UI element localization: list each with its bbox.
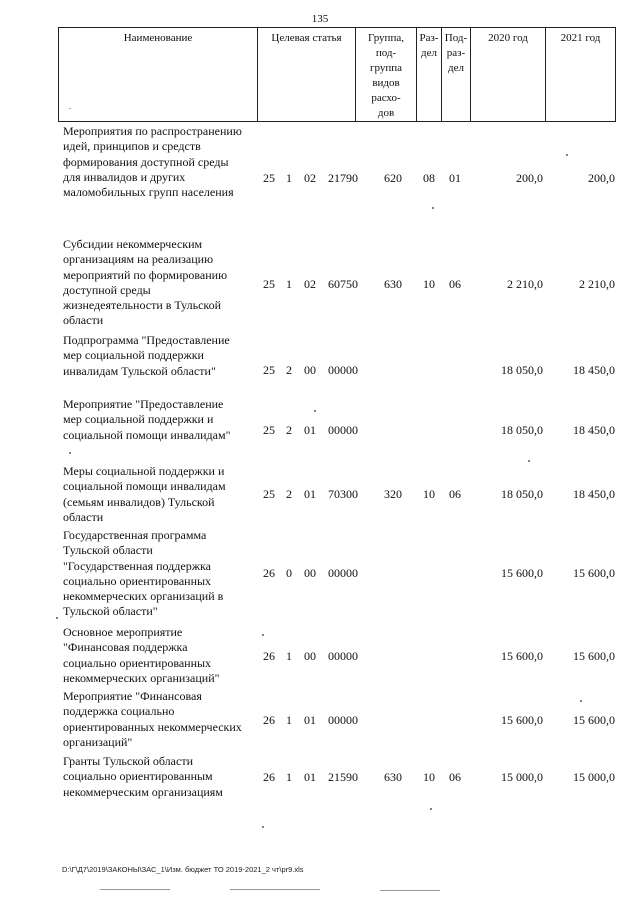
header-group: Группа, под- группа видов расхо- дов: [355, 28, 416, 121]
header-name: Наименование: [123, 32, 193, 44]
page-number: 135: [311, 13, 329, 25]
section: 10: [423, 770, 435, 784]
amount-2021: 15 600,0: [573, 649, 615, 663]
row-name: Подпрограмма "Предоставление мер социальной поддержки инвалидам Тульской области": [63, 333, 230, 378]
target-article-program: 26: [263, 649, 275, 663]
target-article-code: 00000: [328, 566, 358, 580]
section: 08: [423, 171, 435, 185]
speck-mark: .: [69, 102, 71, 111]
scan-speck: [262, 634, 264, 636]
target-article-event: 00: [304, 649, 316, 663]
expense-group: 320: [384, 487, 402, 501]
target-article-event: 01: [304, 713, 316, 727]
scan-speck: [432, 207, 434, 209]
row-name: Мероприятия по распространению идей, принципов и средств формирования доступной среды для инвалидов и других маломобильных групп населения: [63, 124, 242, 200]
footer-file-path: D:\Г\Д7\2019\ЗАКОНЫ\ЗАС_1\Изм. бюджет ТО 2019-2021_2 чт\pr9.xls: [62, 865, 304, 874]
scan-speck: [528, 460, 530, 462]
header-target-article: Целевая статья: [257, 28, 355, 121]
row-name: Мероприятие "Предоставление мер социальной поддержки и социальной помощи инвалидам": [63, 397, 231, 442]
scan-dash: [230, 889, 320, 890]
target-article-event: 01: [304, 487, 316, 501]
target-article-event: 00: [304, 566, 316, 580]
scan-speck: [262, 826, 264, 828]
row-name: Меры социальной поддержки и социальной помощи инвалидам (семьям инвалидов) Тульской области: [63, 464, 226, 524]
scan-speck: [69, 452, 71, 454]
amount-2020: 15 600,0: [501, 649, 543, 663]
target-article-code: 21590: [328, 770, 358, 784]
amount-2020: 18 050,0: [501, 423, 543, 437]
target-article-code: 00000: [328, 363, 358, 377]
header-year-2020: 2020 год: [470, 28, 545, 121]
amount-2020: 18 050,0: [501, 487, 543, 501]
amount-2020: 200,0: [516, 171, 543, 185]
target-article-subprogram: 0: [286, 566, 292, 580]
subsection: 01: [449, 171, 461, 185]
row-name: Основное мероприятие "Финансовая поддержка социально ориентированных некоммерческих организаций": [63, 625, 220, 685]
target-article-subprogram: 1: [286, 713, 292, 727]
target-article-event: 01: [304, 770, 316, 784]
subsection: 06: [449, 277, 461, 291]
section: 10: [423, 487, 435, 501]
table-header: [58, 27, 616, 122]
scan-speck: [580, 700, 582, 702]
row-name: Субсидии некоммерческим организациям на реализацию мероприятий по формированию доступной среды жизнедеятельности в Тульской области: [63, 237, 228, 328]
target-article-code: 00000: [328, 423, 358, 437]
scan-speck: [56, 617, 58, 619]
row-name: Государственная программа Тульской области "Государственная поддержка социально ориентированных некоммерческих организаций в Тульской области": [63, 528, 224, 619]
amount-2021: 18 450,0: [573, 363, 615, 377]
target-article-subprogram: 2: [286, 363, 292, 377]
scan-dash: [100, 889, 170, 890]
scan-speck: [566, 154, 568, 156]
amount-2021: 15 600,0: [573, 566, 615, 580]
header-section: Раз- дел: [416, 28, 441, 121]
target-article-subprogram: 1: [286, 171, 292, 185]
amount-2021: 18 450,0: [573, 423, 615, 437]
target-article-event: 01: [304, 423, 316, 437]
amount-2020: 15 000,0: [501, 770, 543, 784]
section: 10: [423, 277, 435, 291]
subsection: 06: [449, 770, 461, 784]
target-article-subprogram: 1: [286, 277, 292, 291]
target-article-code: 00000: [328, 713, 358, 727]
target-article-program: 26: [263, 770, 275, 784]
target-article-subprogram: 2: [286, 487, 292, 501]
target-article-subprogram: 2: [286, 423, 292, 437]
target-article-program: 25: [263, 171, 275, 185]
expense-group: 630: [384, 277, 402, 291]
row-name: Мероприятие "Финансовая поддержка социально ориентированных некоммерческих организаций": [63, 689, 242, 749]
amount-2021: 15 600,0: [573, 713, 615, 727]
scan-speck: [314, 410, 316, 412]
amount-2020: 2 210,0: [507, 277, 543, 291]
target-article-code: 00000: [328, 649, 358, 663]
target-article-program: 25: [263, 277, 275, 291]
target-article-code: 60750: [328, 277, 358, 291]
target-article-program: 25: [263, 363, 275, 377]
target-article-program: 25: [263, 487, 275, 501]
expense-group: 630: [384, 770, 402, 784]
amount-2020: 18 050,0: [501, 363, 543, 377]
target-article-subprogram: 1: [286, 770, 292, 784]
target-article-event: 00: [304, 363, 316, 377]
target-article-event: 02: [304, 171, 316, 185]
subsection: 06: [449, 487, 461, 501]
row-name: Гранты Тульской области социально ориентированным некоммерческим организациям: [63, 754, 223, 799]
amount-2020: 15 600,0: [501, 566, 543, 580]
target-article-event: 02: [304, 277, 316, 291]
target-article-program: 25: [263, 423, 275, 437]
header-subsection: Под- раз- дел: [441, 28, 470, 121]
amount-2021: 15 000,0: [573, 770, 615, 784]
amount-2021: 2 210,0: [579, 277, 615, 291]
target-article-program: 26: [263, 566, 275, 580]
scan-speck: [430, 808, 432, 810]
expense-group: 620: [384, 171, 402, 185]
target-article-code: 21790: [328, 171, 358, 185]
header-year-2021: 2021 год: [545, 28, 615, 121]
target-article-program: 26: [263, 713, 275, 727]
scan-dash: [380, 890, 440, 891]
amount-2021: 200,0: [588, 171, 615, 185]
amount-2021: 18 450,0: [573, 487, 615, 501]
amount-2020: 15 600,0: [501, 713, 543, 727]
target-article-code: 70300: [328, 487, 358, 501]
target-article-subprogram: 1: [286, 649, 292, 663]
